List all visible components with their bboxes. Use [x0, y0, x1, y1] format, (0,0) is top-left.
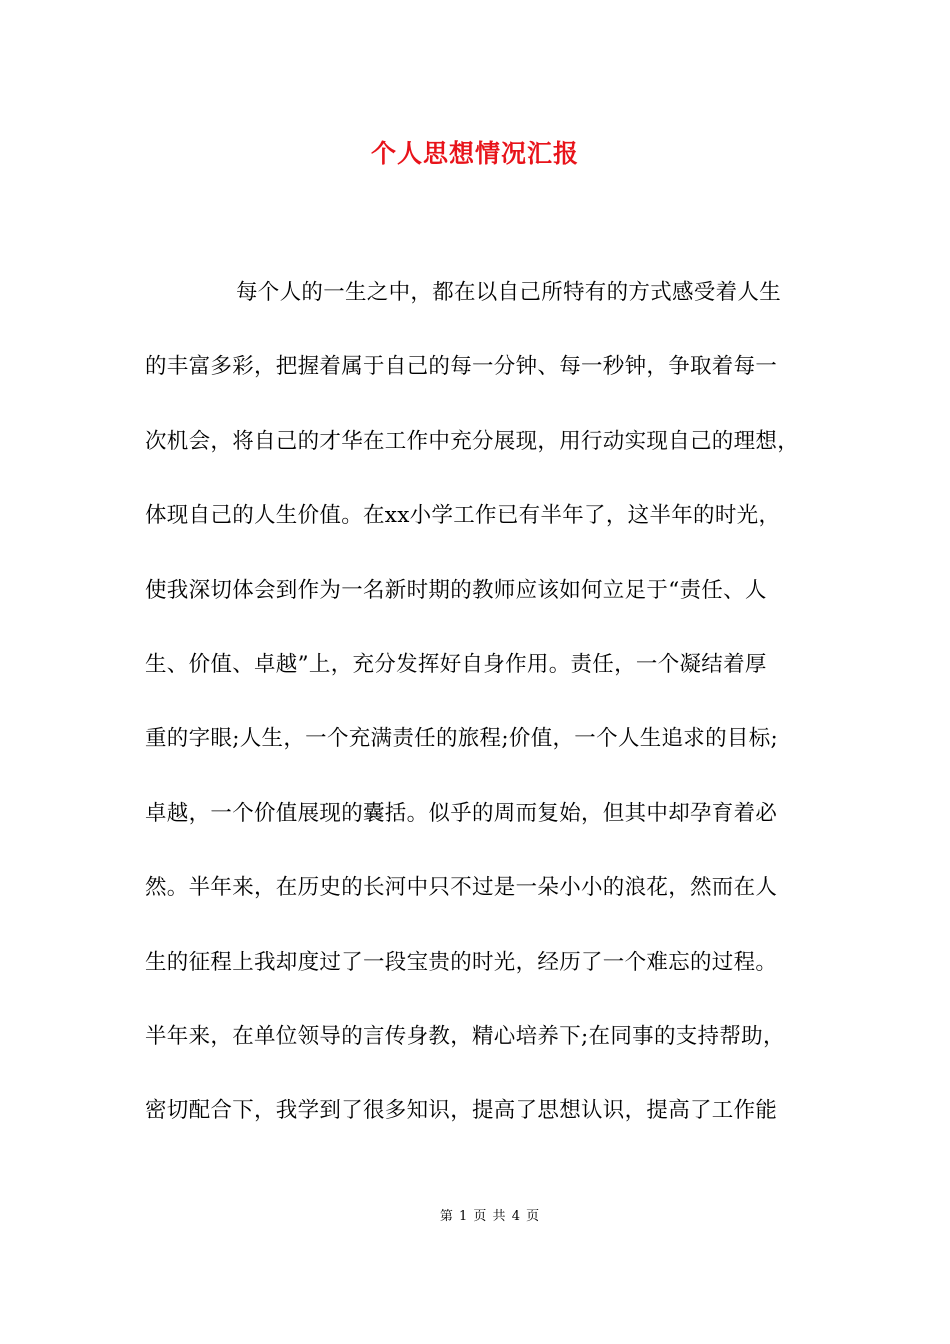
- body-line: 然。半年来，在历史的长河中只不过是一朵小小的浪花，然而在人: [145, 875, 778, 901]
- body-line: 每个人的一生之中，都在以自己所特有的方式感受着人生: [236, 280, 782, 305]
- body-line: 密切配合下，我学到了很多知识，提高了思想认识，提高了工作能: [145, 1098, 778, 1124]
- body-line: 次机会，将自己的才华在工作中充分展现，用行动实现自己的理想，: [145, 428, 800, 454]
- body-line: 使我深切体会到作为一名新时期的教师应该如何立足于“责任、人: [145, 577, 767, 603]
- body-line: 生的征程上我却度过了一段宝贵的时光，经历了一个难忘的过程。: [145, 949, 778, 975]
- body-line: 卓越，一个价值展现的囊括。似乎的周而复始，但其中却孕育着必: [145, 800, 778, 826]
- body-line: 生、价值、卓越”上，充分发挥好自身作用。责任，一个凝结着厚: [145, 651, 767, 677]
- body-line: 重的字眼;人生，一个充满责任的旅程;价值，一个人生追求的目标;: [145, 726, 779, 752]
- body-line: 半年来，在单位领导的言传身教，精心培养下;在同事的支持帮助，: [145, 1023, 785, 1049]
- document-title: 个人思想情况汇报: [370, 139, 579, 168]
- body-line: 体现自己的人生价值。在xx小学工作已有半年了，这半年的时光，: [145, 503, 781, 529]
- page-number-footer: 第 1 页 共 4 页: [439, 1209, 541, 1224]
- body-line: 的丰富多彩，把握着属于自己的每一分钟、每一秒钟，争取着每一: [145, 354, 778, 380]
- document-body: [145, 268, 815, 1161]
